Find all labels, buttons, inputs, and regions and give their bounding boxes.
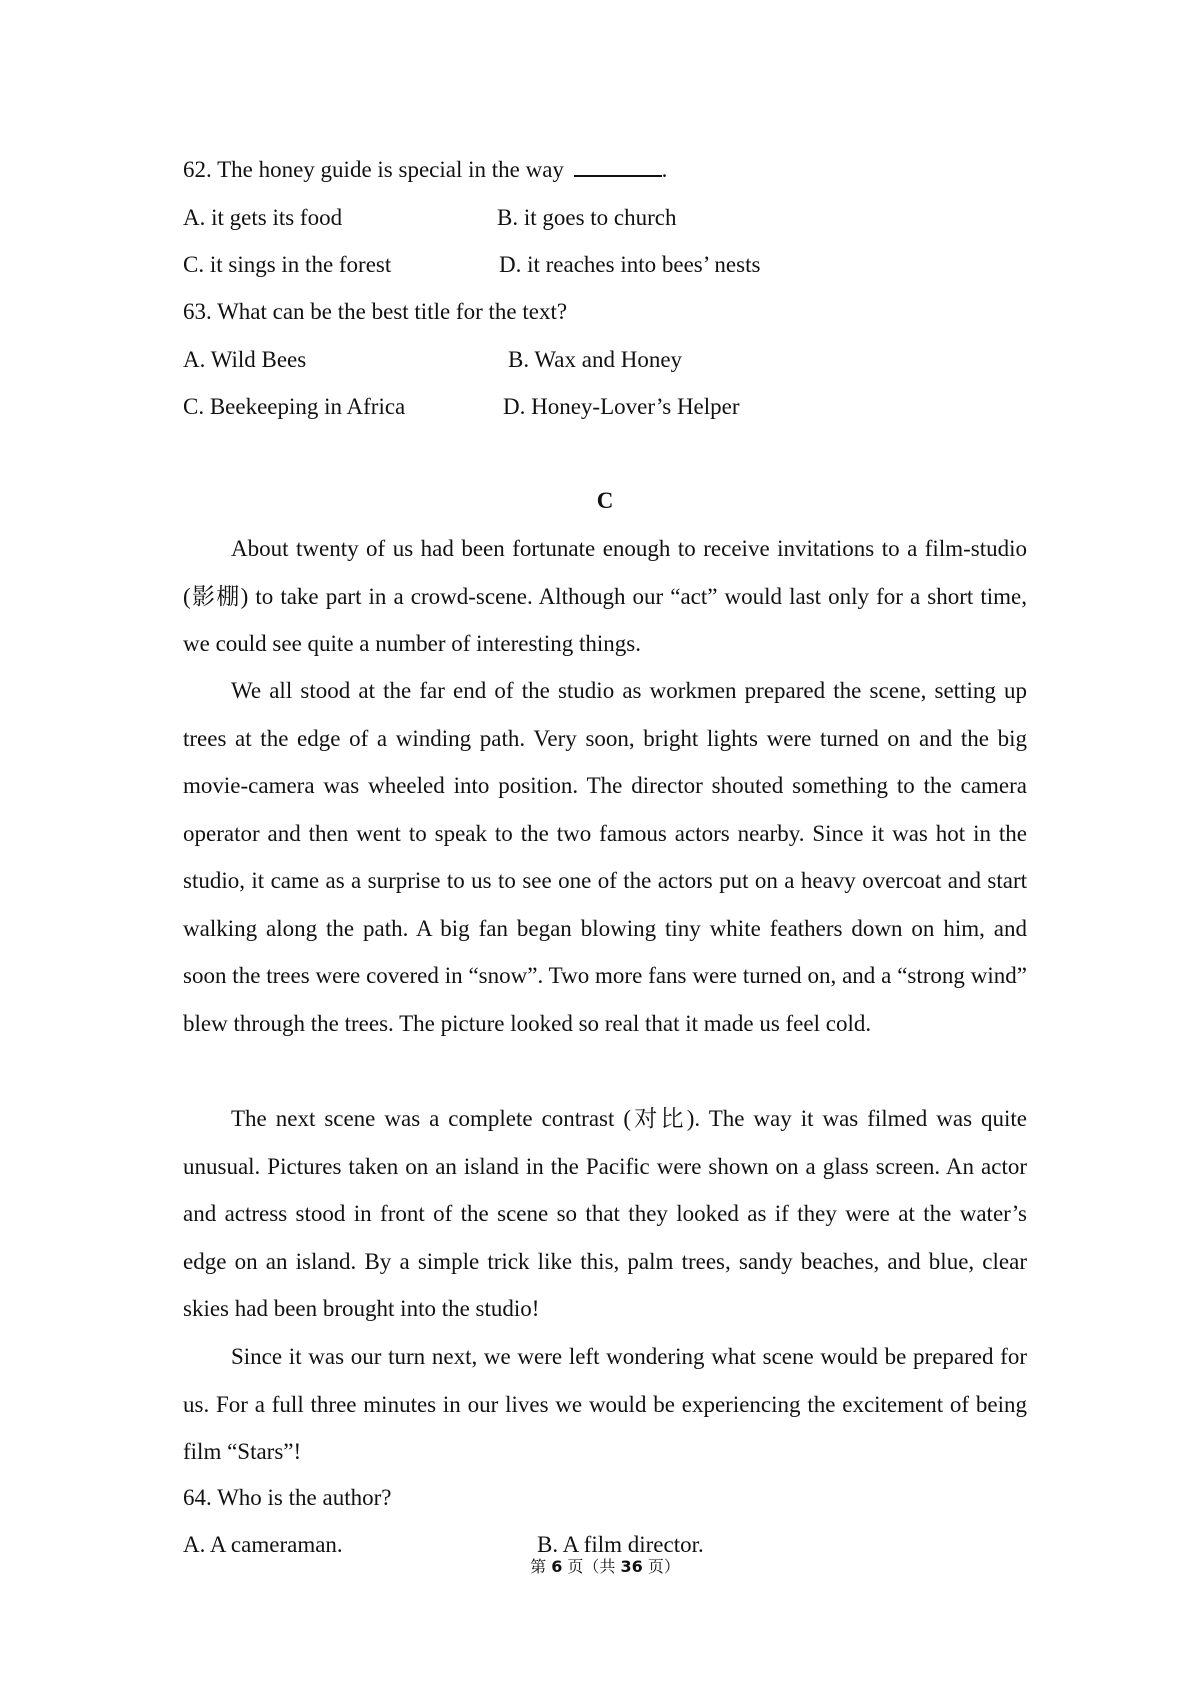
page-footer — [0, 1557, 1200, 1577]
question-63-option-d: D. Honey-Lover’s Helper — [503, 394, 740, 419]
question-62-option-a: A. it gets its food — [183, 205, 343, 230]
question-62-option-c: C. it sings in the forest — [183, 252, 392, 277]
footer-suffix: 页） — [647, 1557, 680, 1576]
passage-paragraph-2: We all stood at the far end of the studio as workmen prepared the scene, setting up trees at the edge of a winding path. Very soon, bright lights were turned on and the big movie-camera was wheeled into position. The director shouted something to the camera operator and then went to speak to the two famous actors nearby. Since it was hot in the studio, it came as a surprise to us to see one of the actors put on a heavy overcoat and start walking along the path. A big fan began blowing tiny white feathers down on him, and soon the trees were covered in “snow”. Two more fans were turned on, and a “strong wind” blew through the trees. The picture looked so real that it made us feel cold. — [183, 678, 1027, 1036]
footer-middle: 页（共 — [567, 1557, 616, 1576]
question-62-end: . — [661, 157, 668, 182]
question-62-option-b: B. it goes to church — [497, 205, 677, 230]
footer-page-number: 6 — [551, 1557, 563, 1576]
question-64-option-b: B. A film director. — [537, 1532, 704, 1557]
question-62-text: 62. The honey guide is special in the way — [183, 157, 570, 182]
footer-total-pages: 36 — [620, 1557, 643, 1576]
question-63-option-b: B. Wax and Honey — [508, 347, 683, 372]
footer-prefix: 第 — [530, 1557, 547, 1576]
question-63-option-c: C. Beekeeping in Africa — [183, 394, 406, 419]
answer-blank — [574, 157, 662, 177]
question-63-stem: 63. What can be the best title for the text? — [183, 299, 568, 324]
passage-paragraph-4: Since it was our turn next, we were left wondering what scene would be prepared for us. For a full three minutes in our lives we would be experiencing the excitement of being film “Stars”! — [183, 1344, 1027, 1464]
question-62-stem — [183, 155, 667, 185]
question-64-stem: 64. Who is the author? — [183, 1485, 392, 1510]
question-63-option-a: A. Wild Bees — [183, 347, 307, 372]
question-64-option-a: A. A cameraman. — [183, 1532, 343, 1557]
section-title: C — [596, 488, 614, 513]
passage-paragraph-3: The next scene was a complete contrast (对比). The way it was filmed was quite unusual. Pictures taken on an island in the Pacific were shown on a glass screen. An actor and actress stood in front of the scene so that they looked as if they were at the water’s edge on an island. By a simple trick like this, palm trees, sandy beaches, and blue, clear skies had been brought into the studio! — [183, 1106, 1027, 1321]
passage-paragraph-1: About twenty of us had been fortunate enough to receive invitations to a film-studio (影棚) to take part in a crowd-scene. Although our “act” would last only for a short time, we could see quite a number of interesting things. — [183, 536, 1027, 656]
question-62-option-d: D. it reaches into bees’ nests — [499, 252, 761, 277]
